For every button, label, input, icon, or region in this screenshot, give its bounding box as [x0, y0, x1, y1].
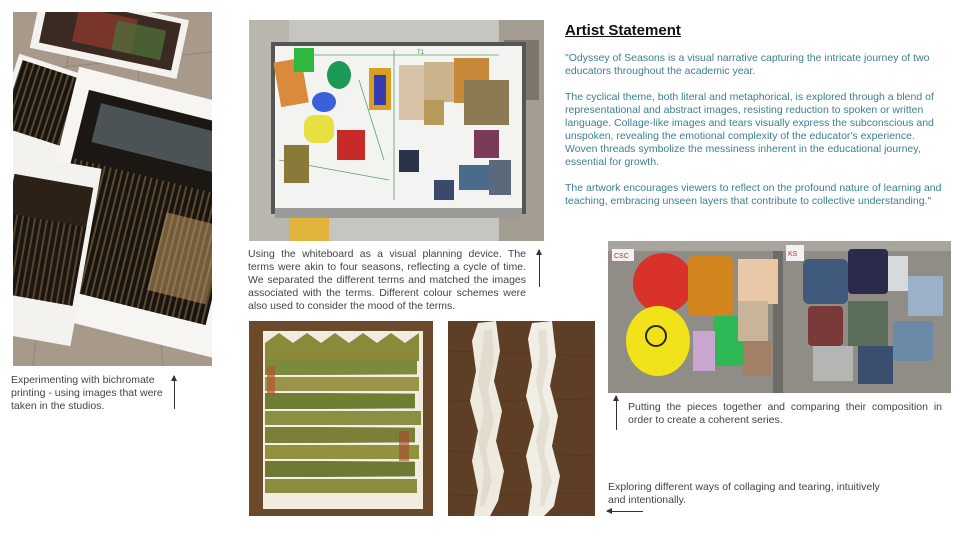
photo-whiteboard [249, 20, 544, 241]
arrow-up-icon [616, 396, 617, 430]
svg-text:CSC: CSC [614, 253, 629, 260]
photo-torn-strips [249, 321, 433, 516]
caption-composition: Putting the pieces together and comparing their composition in order to create a coherent series. [628, 401, 942, 426]
photo-torn-paper [448, 321, 595, 516]
photo-bichromate-prints [13, 12, 212, 366]
arrow-left-icon [607, 511, 643, 512]
whiteboard-label: T1 [417, 50, 425, 56]
photo-composition [608, 241, 951, 393]
statement-paragraph-1: "Odyssey of Seasons is a visual narrative capturing the intricate journey of two educators throughout the academic year. [565, 52, 930, 77]
statement-paragraph-3: The artwork encourages viewers to reflect on the profound nature of learning and teaching, embracing unseen layers that contribute to collective understanding." [565, 182, 942, 207]
composition-label: KS [788, 251, 798, 258]
arrow-up-icon [174, 376, 175, 409]
caption-bichromate: Experimenting with bichromate printing - using images that were taken in the studios. [11, 374, 163, 412]
caption-tearing: Exploring different ways of collaging and tearing, intuitively and intentionally. [608, 481, 880, 506]
bichromate-prints-image [13, 12, 212, 366]
torn-strips-image [249, 321, 433, 516]
whiteboard-image [249, 20, 544, 241]
artist-statement-body [565, 52, 945, 208]
torn-paper-image [448, 321, 595, 516]
composition-image [608, 241, 951, 393]
caption-whiteboard: Using the whiteboard as a visual planning device. The terms were akin to four seasons, reflecting a cycle of time. We separated the different terms and matched the images associated with the terms. Different colour schemes were also used to consider the mood of the terms. [248, 248, 526, 312]
arrow-up-icon [539, 250, 540, 287]
artist-statement-title: Artist Statement [565, 22, 681, 39]
statement-paragraph-2: The cyclical theme, both literal and metaphorical, is explored through a blend of representational and abstract images, resisting reduction to spoken or written language. Collage-like images and tears visually express the subconscious and unspoken, revealing the emotional complexity of the educator's experience. Woven threads symbolize the messiness inherent in the educational journey, essential for growth. [565, 91, 934, 168]
